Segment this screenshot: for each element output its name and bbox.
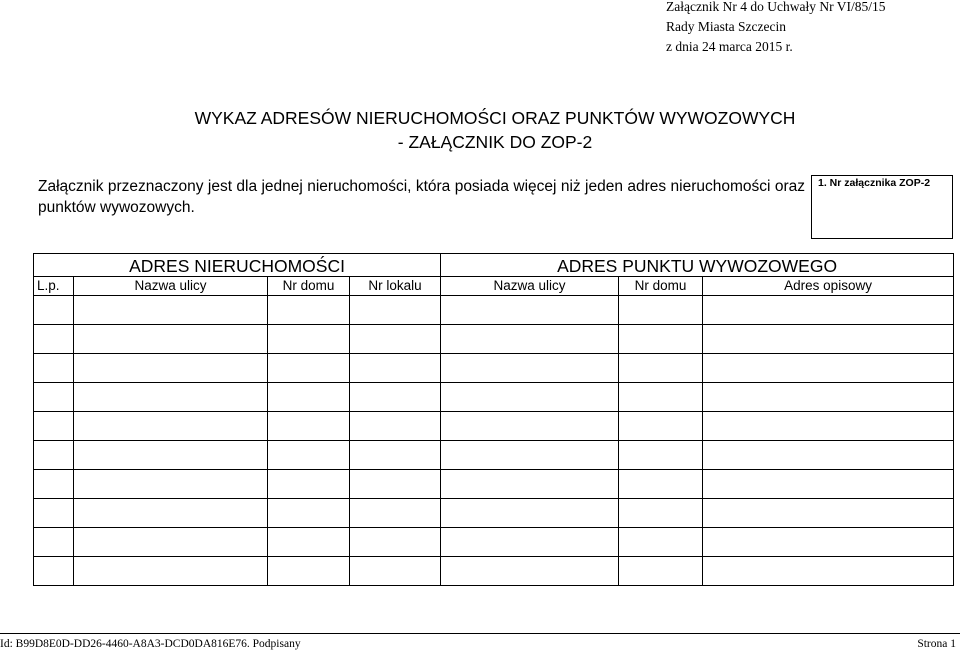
collection-street-cell[interactable] [441, 557, 619, 586]
collection-street-column-header: Nazwa ulicy [441, 277, 619, 296]
collection-house-number-cell[interactable] [619, 354, 703, 383]
collection-house-number-cell[interactable] [619, 296, 703, 325]
footer-document-id: Id: B99D8E0D-DD26-4460-A8A3-DCD0DA816E76. Podpisany [0, 638, 301, 650]
collection-house-number-cell[interactable] [619, 383, 703, 412]
property-house-number-cell[interactable] [268, 296, 350, 325]
property-house-number-cell[interactable] [268, 441, 350, 470]
lp-column-header: L.p. [34, 277, 74, 296]
lp-cell[interactable] [34, 325, 74, 354]
property-unit-number-cell[interactable] [350, 499, 441, 528]
property-street-cell[interactable] [74, 296, 268, 325]
property-street-cell[interactable] [74, 354, 268, 383]
property-street-cell[interactable] [74, 470, 268, 499]
property-street-cell[interactable] [74, 499, 268, 528]
property-unit-number-cell[interactable] [350, 354, 441, 383]
resolution-line-1: Załącznik Nr 4 do Uchwały Nr VI/85/15 [666, 0, 886, 14]
collection-street-cell[interactable] [441, 470, 619, 499]
document-subtitle: - ZAŁĄCZNIK DO ZOP-2 [397, 132, 593, 152]
property-address-header: ADRES NIERUCHOMOŚCI [34, 254, 441, 277]
property-street-cell[interactable] [74, 325, 268, 354]
collection-street-cell[interactable] [441, 296, 619, 325]
property-street-cell[interactable] [74, 528, 268, 557]
property-unit-number-cell[interactable] [350, 470, 441, 499]
property-unit-number-cell[interactable] [350, 557, 441, 586]
property-house-number-column-header: Nr domu [268, 277, 350, 296]
property-house-number-cell[interactable] [268, 557, 350, 586]
descriptive-address-cell[interactable] [703, 499, 954, 528]
column-header-row [34, 277, 954, 296]
collection-street-cell[interactable] [441, 441, 619, 470]
property-house-number-cell[interactable] [268, 528, 350, 557]
lp-cell[interactable] [34, 296, 74, 325]
descriptive-address-cell[interactable] [703, 528, 954, 557]
property-unit-number-cell[interactable] [350, 441, 441, 470]
property-street-cell[interactable] [74, 383, 268, 412]
lp-cell[interactable] [34, 383, 74, 412]
footer-page-number: Strona 1 [917, 638, 956, 650]
table-row [34, 296, 954, 325]
table-row [34, 441, 954, 470]
property-house-number-cell[interactable] [268, 470, 350, 499]
collection-house-number-cell[interactable] [619, 412, 703, 441]
collection-house-number-cell[interactable] [619, 325, 703, 354]
attachment-number-field[interactable] [811, 175, 953, 239]
property-street-cell[interactable] [74, 557, 268, 586]
property-street-column-header: Nazwa ulicy [74, 277, 268, 296]
table-row [34, 325, 954, 354]
collection-house-number-cell[interactable] [619, 528, 703, 557]
property-unit-number-cell[interactable] [350, 528, 441, 557]
collection-street-cell[interactable] [441, 499, 619, 528]
collection-house-number-cell[interactable] [619, 557, 703, 586]
property-unit-number-cell[interactable] [350, 296, 441, 325]
lp-cell[interactable] [34, 557, 74, 586]
attachment-number-label: 1. Nr załącznika ZOP-2 [818, 177, 931, 189]
lp-cell[interactable] [34, 499, 74, 528]
property-house-number-cell[interactable] [268, 412, 350, 441]
descriptive-address-cell[interactable] [703, 412, 954, 441]
table-row [34, 470, 954, 499]
lp-cell[interactable] [34, 412, 74, 441]
property-unit-number-cell[interactable] [350, 383, 441, 412]
descriptive-address-cell[interactable] [703, 296, 954, 325]
property-street-cell[interactable] [74, 441, 268, 470]
table-row [34, 383, 954, 412]
lp-cell[interactable] [34, 441, 74, 470]
collection-house-number-cell[interactable] [619, 470, 703, 499]
descriptive-address-cell[interactable] [703, 325, 954, 354]
descriptive-address-column-header: Adres opisowy [703, 277, 954, 296]
collection-street-cell[interactable] [441, 412, 619, 441]
resolution-reference [666, 0, 885, 57]
footer-divider [0, 633, 960, 634]
group-header-row [34, 254, 954, 277]
table-body [34, 296, 954, 586]
property-house-number-cell[interactable] [268, 499, 350, 528]
collection-point-address-header: ADRES PUNKTU WYWOZOWEGO [441, 254, 954, 277]
descriptive-address-cell[interactable] [703, 354, 954, 383]
descriptive-address-cell[interactable] [703, 441, 954, 470]
collection-street-cell[interactable] [441, 354, 619, 383]
table-row [34, 528, 954, 557]
resolution-line-3: z dnia 24 marca 2015 r. [666, 39, 793, 54]
property-unit-number-column-header: Nr lokalu [350, 277, 441, 296]
property-house-number-cell[interactable] [268, 383, 350, 412]
document-title: WYKAZ ADRESÓW NIERUCHOMOŚCI ORAZ PUNKTÓW WYWOZOWYCH [194, 108, 796, 128]
lp-cell[interactable] [34, 354, 74, 383]
property-street-cell[interactable] [74, 412, 268, 441]
table-row [34, 499, 954, 528]
property-house-number-cell[interactable] [268, 354, 350, 383]
address-table [33, 253, 954, 586]
descriptive-address-cell[interactable] [703, 557, 954, 586]
descriptive-address-cell[interactable] [703, 470, 954, 499]
property-unit-number-cell[interactable] [350, 412, 441, 441]
collection-house-number-column-header: Nr domu [619, 277, 703, 296]
lp-cell[interactable] [34, 528, 74, 557]
collection-house-number-cell[interactable] [619, 441, 703, 470]
property-house-number-cell[interactable] [268, 325, 350, 354]
collection-street-cell[interactable] [441, 528, 619, 557]
property-unit-number-cell[interactable] [350, 325, 441, 354]
table-row [34, 412, 954, 441]
collection-street-cell[interactable] [441, 383, 619, 412]
table-row [34, 557, 954, 586]
form-description: Załącznik przeznaczony jest dla jednej nieruchomości, która posiada więcej niż jeden adres nieruchomości oraz punktów wywozowych. [38, 178, 805, 216]
resolution-line-2: Rady Miasta Szczecin [666, 19, 786, 34]
lp-cell[interactable] [34, 470, 74, 499]
table-row [34, 354, 954, 383]
collection-house-number-cell[interactable] [619, 499, 703, 528]
collection-street-cell[interactable] [441, 325, 619, 354]
descriptive-address-cell[interactable] [703, 383, 954, 412]
